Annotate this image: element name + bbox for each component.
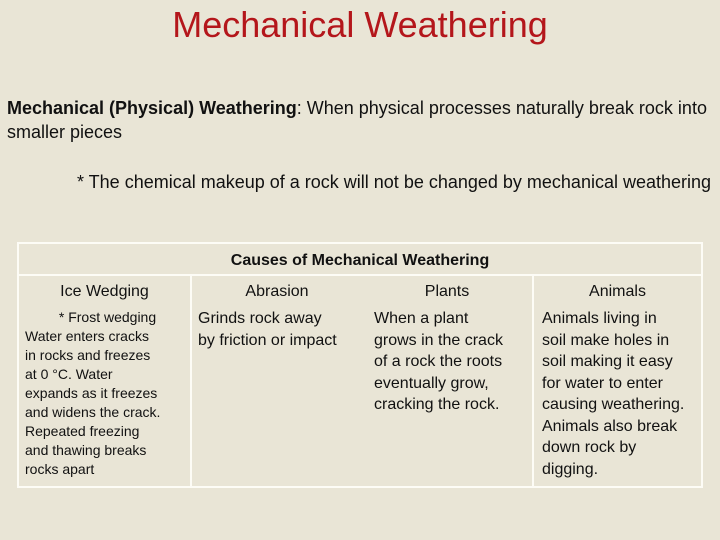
definition-term: Mechanical (Physical) Weathering bbox=[7, 98, 297, 118]
text-line: Animals living in bbox=[542, 310, 657, 327]
text-line: and thawing breaks bbox=[25, 442, 147, 458]
text-line: down rock by bbox=[542, 439, 637, 456]
table-heading: Causes of Mechanical Weathering bbox=[230, 252, 490, 269]
text-line: soil make holes in bbox=[542, 331, 670, 349]
column-abrasion bbox=[192, 276, 362, 486]
text-line: by friction or impact bbox=[198, 331, 337, 349]
column-header-animals: Animals bbox=[589, 283, 646, 300]
text-line: Animals also break bbox=[542, 417, 678, 435]
note-paragraph bbox=[7, 170, 712, 195]
text-line: of a rock the roots bbox=[374, 353, 503, 370]
text-line: in rocks and freezes bbox=[25, 347, 151, 363]
text-line: Water enters cracks bbox=[25, 328, 149, 344]
text-line: and widens the crack. bbox=[25, 404, 161, 420]
text-line: Grinds rock away bbox=[198, 310, 322, 327]
column-text-abrasion bbox=[192, 308, 362, 351]
text-line: eventually grow, bbox=[374, 374, 489, 392]
column-plants bbox=[362, 276, 534, 486]
text-line: rocks apart bbox=[25, 461, 95, 477]
text-line: cracking the rock. bbox=[374, 396, 500, 413]
note-text: * The chemical makeup of a rock will not be changed by mechanical weathering bbox=[77, 172, 712, 192]
text-line: soil making it easy bbox=[542, 353, 673, 370]
column-text-animals bbox=[534, 308, 701, 480]
text-line: Repeated freezing bbox=[25, 423, 140, 439]
column-header-ice-wedging: Ice Wedging bbox=[60, 283, 149, 300]
text-line: causing weathering. bbox=[542, 396, 685, 413]
slide-title: Mechanical Weathering bbox=[172, 4, 548, 45]
column-header-plants: Plants bbox=[424, 283, 470, 300]
column-ice-wedging bbox=[19, 276, 192, 486]
text-line: expands as it freezes bbox=[25, 385, 158, 401]
causes-table bbox=[17, 242, 703, 488]
definition-paragraph bbox=[7, 96, 712, 144]
definition-text: : When physical processes naturally break rock into smaller pieces bbox=[7, 98, 707, 142]
text-line: When a plant bbox=[374, 310, 469, 327]
column-text-ice-wedging bbox=[19, 308, 190, 479]
text-line: grows in the crack bbox=[374, 331, 503, 349]
text-line: digging. bbox=[542, 460, 599, 478]
column-text-plants bbox=[362, 308, 532, 416]
column-header-abrasion: Abrasion bbox=[245, 283, 309, 300]
column-animals bbox=[534, 276, 701, 486]
text-line: at 0 °C. Water bbox=[25, 366, 113, 382]
text-line: * Frost wedging bbox=[58, 309, 157, 325]
text-line: for water to enter bbox=[542, 374, 663, 392]
